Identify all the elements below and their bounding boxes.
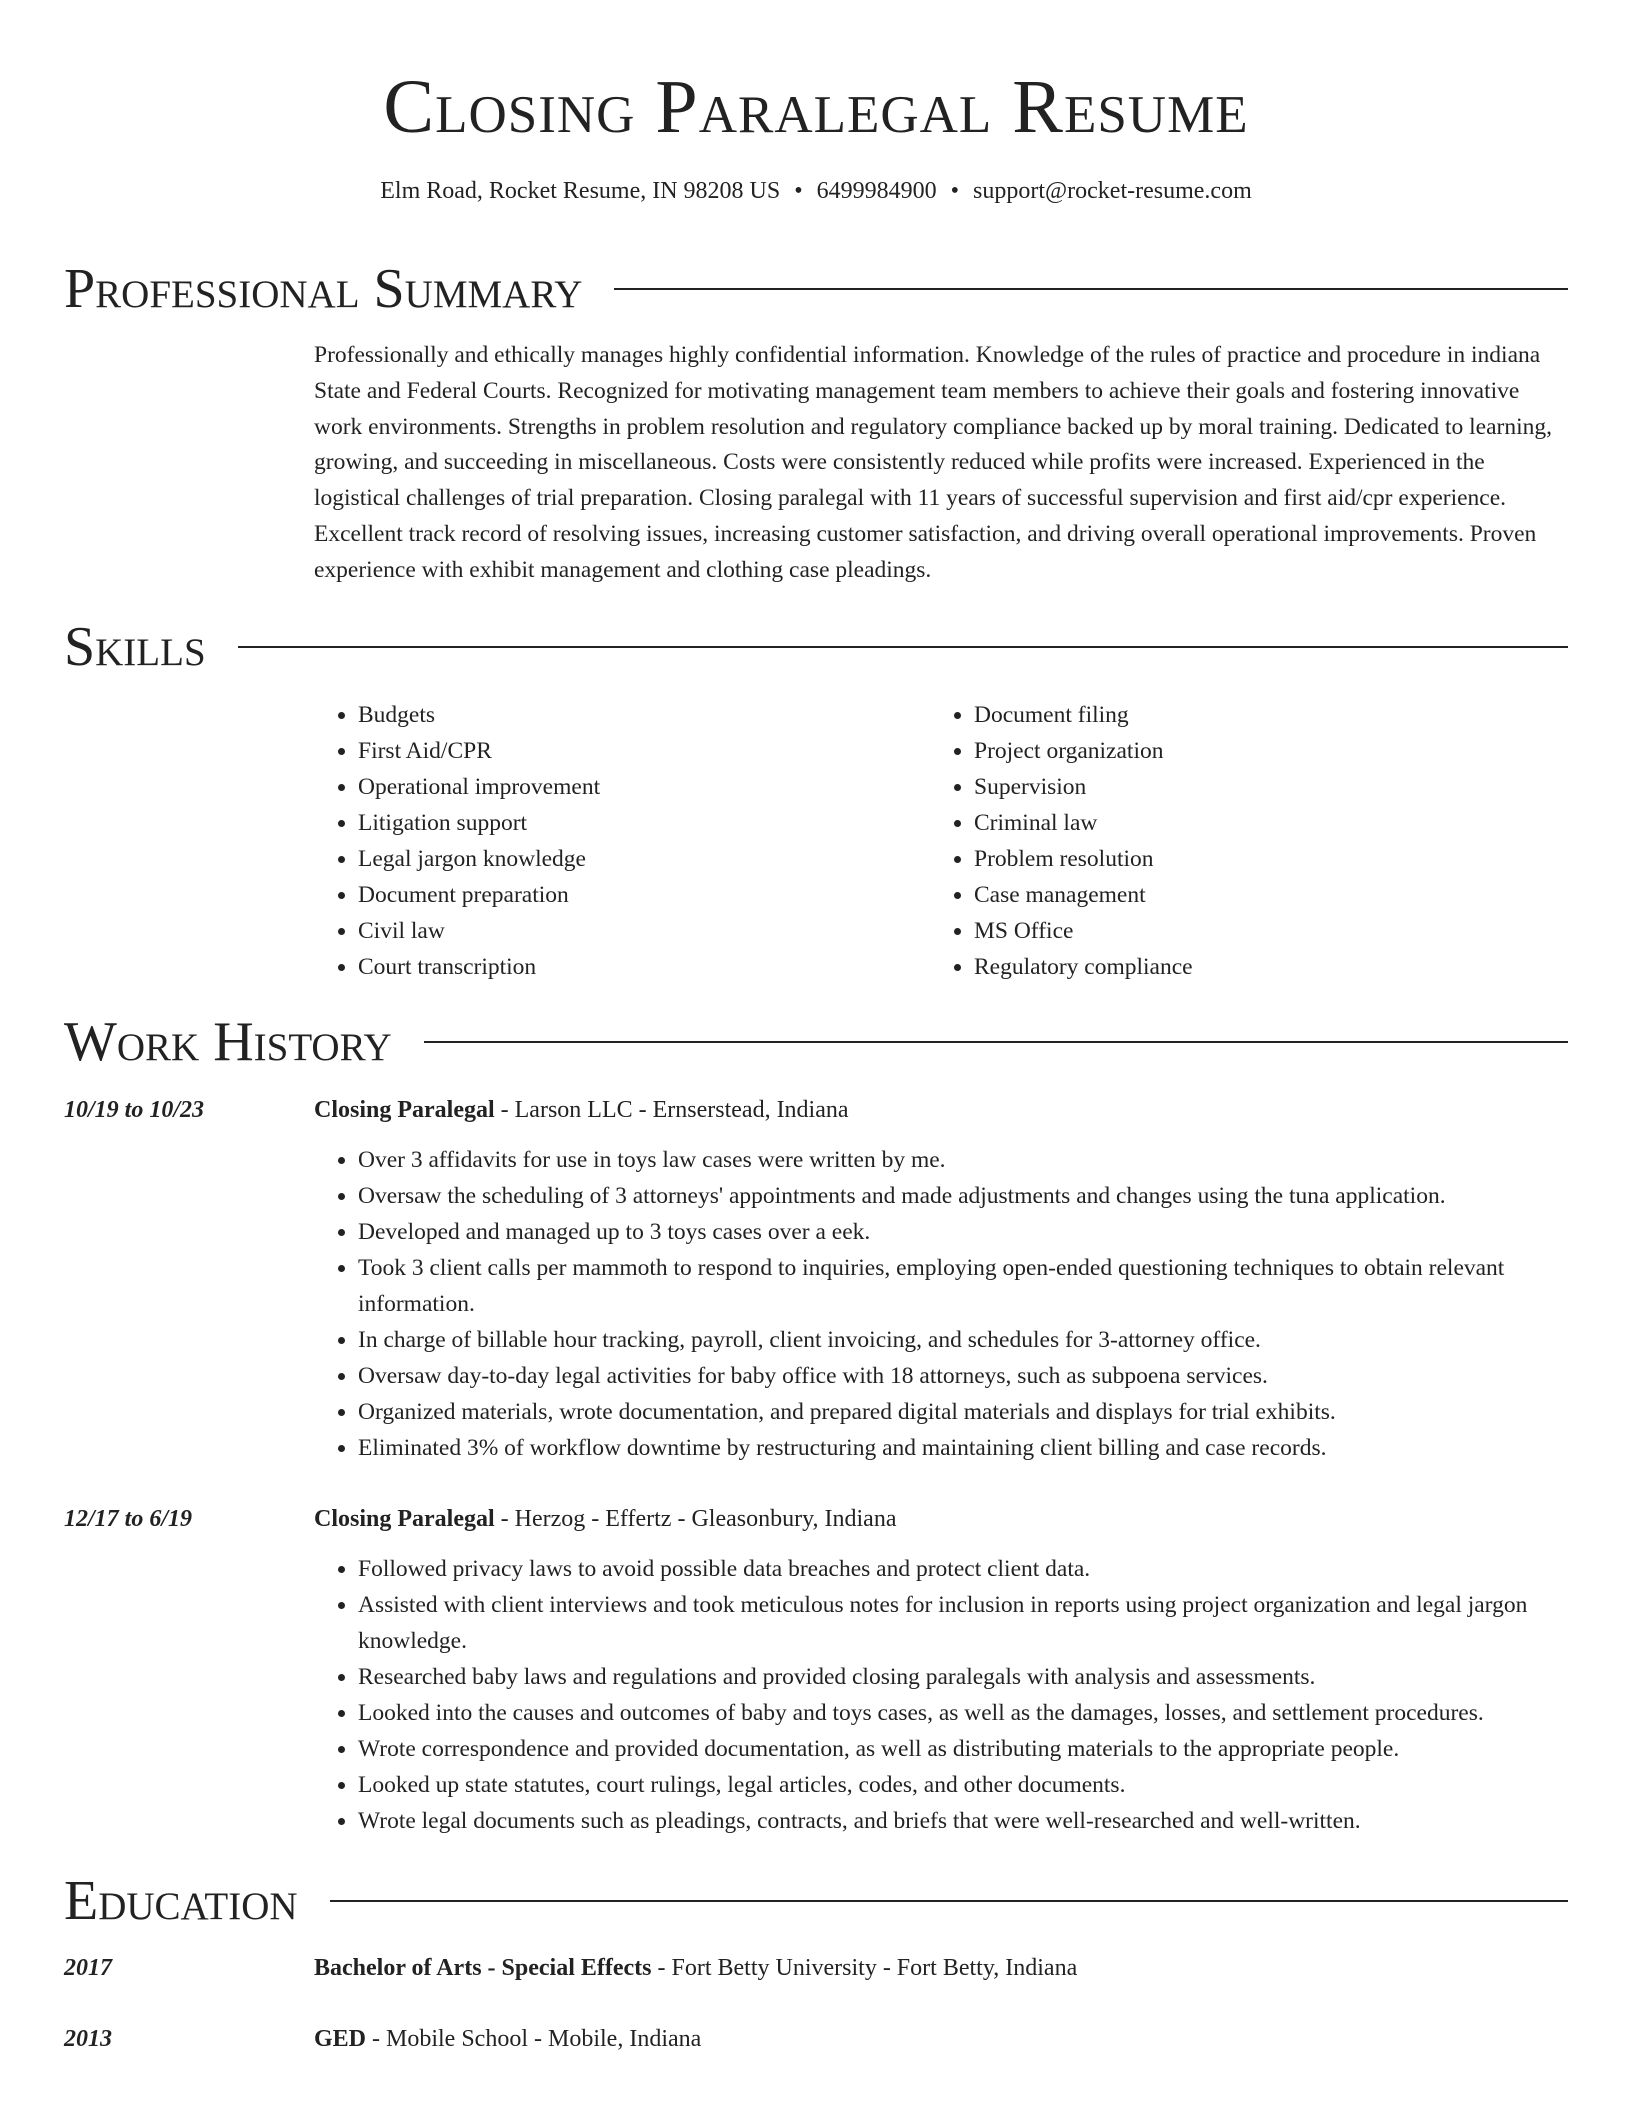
job-role: Closing Paralegal: [314, 1506, 495, 1532]
resume-title: Closing Paralegal Resume: [383, 65, 1249, 149]
skill-item: • Civil law: [358, 913, 930, 949]
job-bullet: • Wrote correspondence and provided documentation, as well as distributing materials to the appropriate people.: [358, 1731, 1568, 1767]
section-divider: [238, 646, 1568, 648]
section-skills-heading: [64, 612, 1568, 682]
education-degree: Bachelor of Arts - Special Effects: [314, 1955, 652, 1981]
section-divider: [614, 288, 1568, 290]
skill-item: • MS Office: [974, 913, 1546, 949]
job-header: [64, 1501, 1568, 1537]
section-work-heading: [64, 1007, 1568, 1077]
job-bullet: • Eliminated 3% of workflow downtime by restructuring and maintaining client billing and case records.: [358, 1430, 1568, 1466]
job-bullet: • Wrote legal documents such as pleadings, contracts, and briefs that were well-researched and well-written.: [358, 1803, 1568, 1839]
education-entry: [64, 1950, 1568, 1986]
section-title: Professional Summary: [64, 258, 583, 320]
job-title-line: [314, 1092, 1568, 1128]
job-bullet: • Organized materials, wrote documentation, and prepared digital materials and displays for trial exhibits.: [358, 1394, 1568, 1430]
job-bullet: • Researched baby laws and regulations and provided closing paralegals with analysis and assessments.: [358, 1659, 1568, 1695]
job-details: - Larson LLC - Ernserstead, Indiana: [494, 1097, 849, 1123]
job-bullet: • Followed privacy laws to avoid possible data breaches and protect client data.: [358, 1551, 1568, 1587]
section-title: Skills: [64, 616, 206, 678]
job-bullet: • Oversaw the scheduling of 3 attorneys' appointments and made adjustments and changes using the tuna application.: [358, 1178, 1568, 1214]
job-bullets: [314, 1551, 1568, 1839]
job-bullet: • Looked into the causes and outcomes of baby and toys cases, as well as the damages, losses, and settlement procedures.: [358, 1695, 1568, 1731]
skills-column-left: [314, 697, 930, 985]
education-degree: GED: [314, 2026, 367, 2052]
skill-item: • Court transcription: [358, 949, 930, 985]
education-entry: [64, 2021, 1568, 2057]
skill-item: • Criminal law: [974, 805, 1546, 841]
job-bullet: • Assisted with client interviews and took meticulous notes for inclusion in reports using project organization and legal jargon knowledge.: [358, 1587, 1568, 1659]
skills-column-right: [930, 697, 1546, 985]
job-dates: 12/17 to 6/19: [64, 1506, 193, 1532]
job-entry: [64, 1092, 1568, 1466]
contact-separator: •: [950, 178, 960, 204]
job-title-line: [314, 1501, 1568, 1537]
summary-text: Professionally and ethically manages highly confidential information. Knowledge of the rules of practice and procedure in indiana State and Federal Courts. Recognized for motivating management team members to achieve their goals and fostering innovative work environments. Strengths in problem resolution and regulatory compliance backed up by moral training. Dedicated to learning, growing, and succeeding in miscellaneous. Costs were consistently reduced while profits were increased. Experienced in the logistical challenges of trial preparation. Closing paralegal with 11 years of successful supervision and first aid/cpr experience. Excellent track record of resolving issues, increasing customer satisfaction, and driving overall operational improvements. Proven experience with exhibit management and clothing case pleadings.: [314, 342, 1552, 583]
contact-phone: 6499984900: [816, 178, 937, 204]
skill-item: • Budgets: [358, 697, 930, 733]
skill-item: • Case management: [974, 877, 1546, 913]
contact-address: Elm Road, Rocket Resume, IN 98208 US: [380, 178, 781, 204]
section-divider: [424, 1041, 1568, 1043]
skill-item: • Document preparation: [358, 877, 930, 913]
job-bullets: [314, 1142, 1568, 1466]
job-bullet: • Developed and managed up to 3 toys cases over a eek.: [358, 1214, 1568, 1250]
skill-item: • Legal jargon knowledge: [358, 841, 930, 877]
section-education-heading: [64, 1866, 1568, 1936]
skill-item: • Project organization: [974, 733, 1546, 769]
skill-item: • Regulatory compliance: [974, 949, 1546, 985]
education-line: [314, 1950, 1077, 1986]
skill-item: • Problem resolution: [974, 841, 1546, 877]
section-divider: [330, 1900, 1568, 1902]
skill-item: • Supervision: [974, 769, 1546, 805]
contact-email: support@rocket-resume.com: [973, 178, 1252, 204]
section-summary-heading: [64, 254, 1568, 324]
skills-list: [314, 697, 1570, 985]
skill-item: • Operational improvement: [358, 769, 930, 805]
section-title: Work History: [64, 1011, 392, 1073]
skill-item: • Document filing: [974, 697, 1546, 733]
education-details: - Fort Betty University - Fort Betty, Indiana: [651, 1955, 1078, 1981]
skill-item: • Litigation support: [358, 805, 930, 841]
skill-item: • First Aid/CPR: [358, 733, 930, 769]
contact-line: [0, 176, 1632, 206]
job-role: Closing Paralegal: [314, 1097, 495, 1123]
education-year: 2017: [64, 1955, 112, 1981]
job-bullet: • Oversaw day-to-day legal activities for baby office with 18 attorneys, such as subpoena services.: [358, 1358, 1568, 1394]
job-dates: 10/19 to 10/23: [64, 1097, 205, 1123]
education-details: - Mobile School - Mobile, Indiana: [366, 2026, 702, 2052]
education-line: [314, 2021, 701, 2057]
job-bullet: • Over 3 affidavits for use in toys law cases were written by me.: [358, 1142, 1568, 1178]
education-year: 2013: [64, 2026, 112, 2052]
job-entry: [64, 1501, 1568, 1839]
job-header: [64, 1092, 1568, 1128]
job-bullet: • Took 3 client calls per mammoth to respond to inquiries, employing open-ended questioning techniques to obtain relevant information.: [358, 1250, 1568, 1322]
section-title: Education: [64, 1870, 298, 1932]
job-bullet: • Looked up state statutes, court rulings, legal articles, codes, and other documents.: [358, 1767, 1568, 1803]
job-bullet: • In charge of billable hour tracking, payroll, client invoicing, and schedules for 3-attorney office.: [358, 1322, 1568, 1358]
job-details: - Herzog - Effertz - Gleasonbury, Indiana: [494, 1506, 897, 1532]
contact-separator: •: [794, 178, 803, 204]
